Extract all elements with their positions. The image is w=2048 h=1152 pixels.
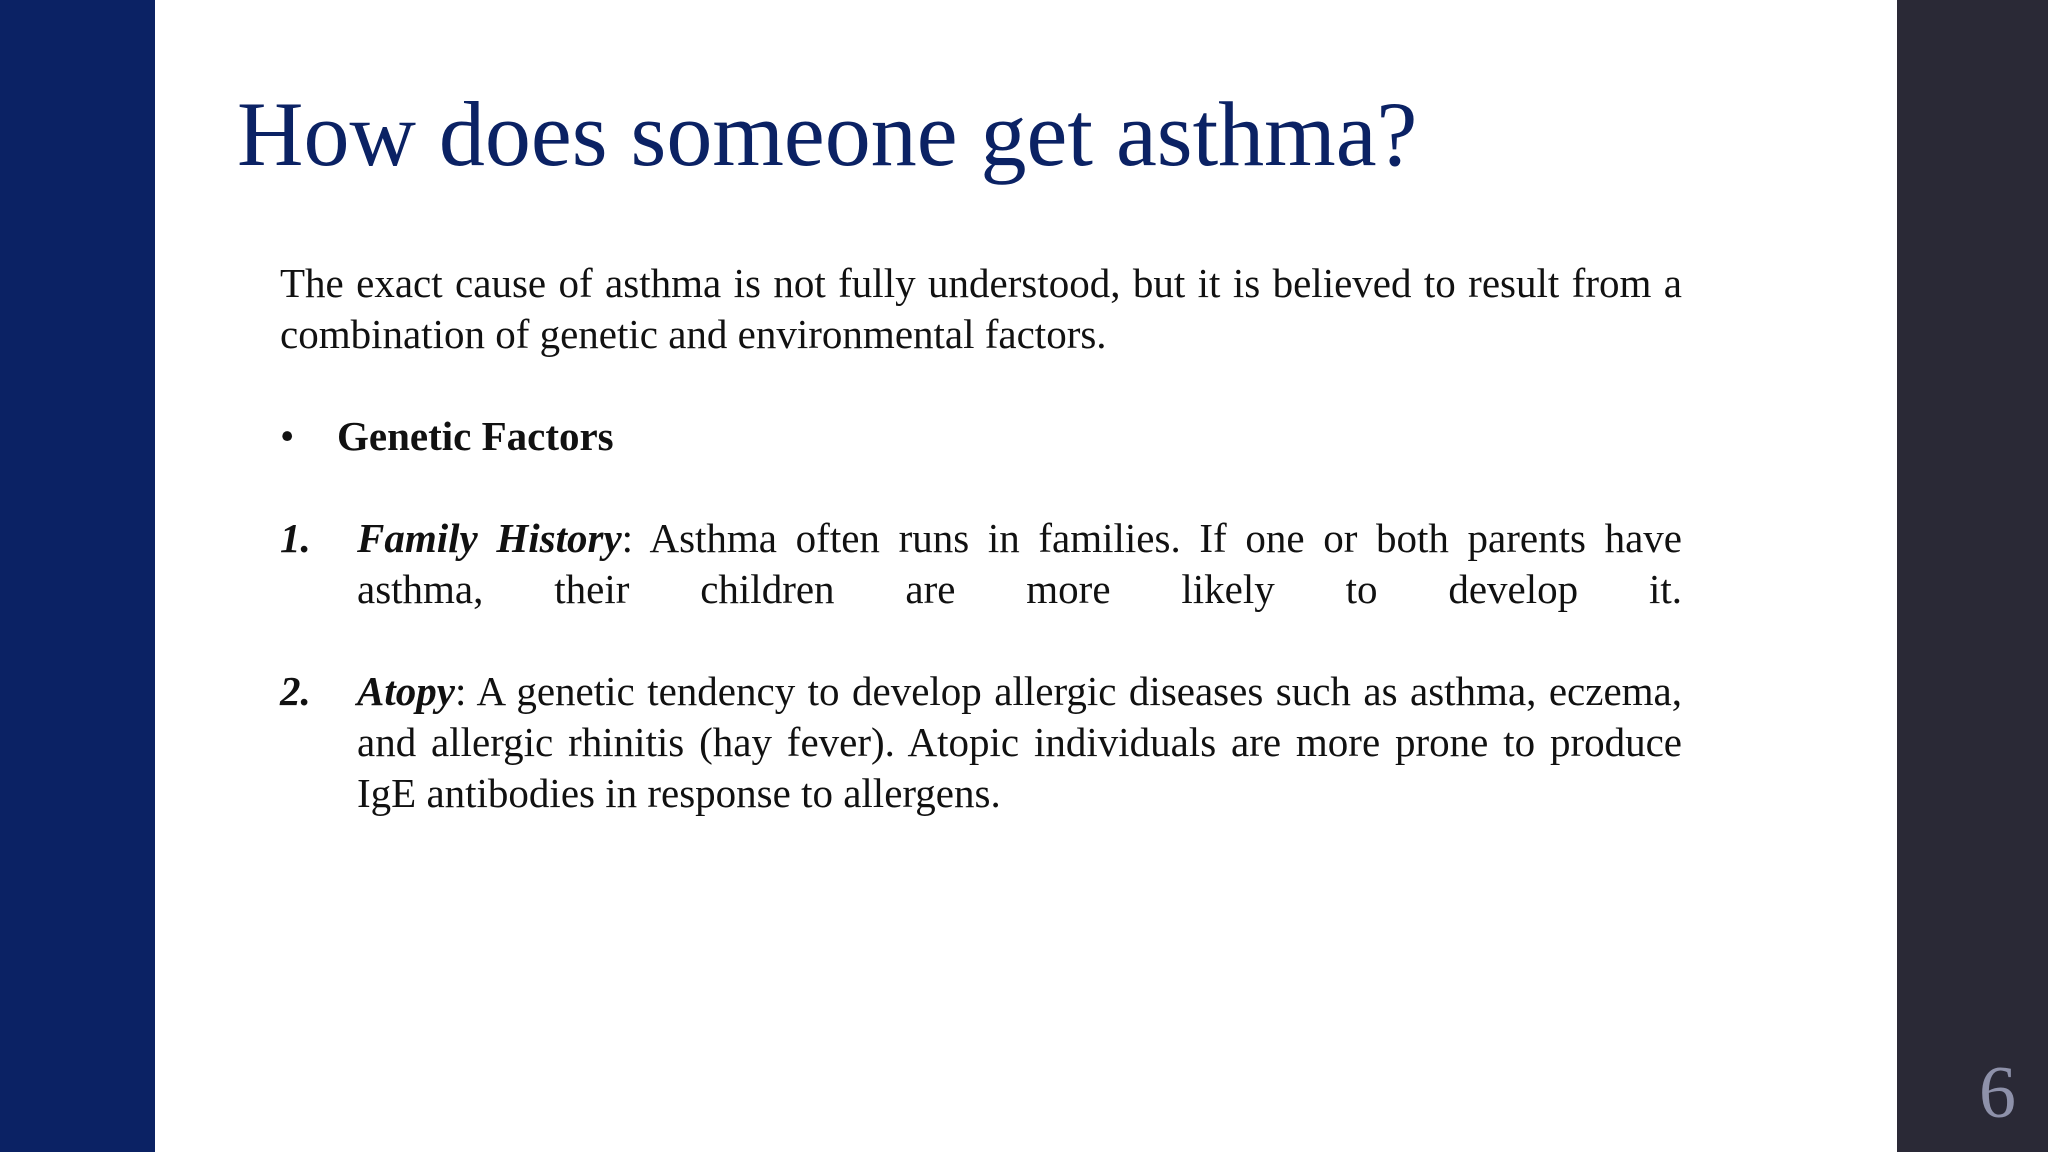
list-item-text: : A genetic tendency to develop allergic diseases such as asthma, eczema, and allergic rhinitis (hay fever). Atopic individuals are more prone to produce IgE antibodies in response to allergens. xyxy=(357,668,1682,816)
list-item-body xyxy=(357,513,1682,615)
bullet-label: Genetic Factors xyxy=(337,413,614,459)
slide-title: How does someone get asthma? xyxy=(237,83,1418,185)
list-item-body xyxy=(357,666,1682,819)
left-accent-bar xyxy=(0,0,155,1152)
slide-content xyxy=(280,258,1682,819)
intro-paragraph: The exact cause of asthma is not fully understood, but it is believed to result from a combination of genetic and environmental factors. xyxy=(280,260,1682,357)
list-item-atopy xyxy=(280,666,1682,819)
list-item-number: 2. xyxy=(280,668,311,714)
page-number: 6 xyxy=(1979,1052,2016,1134)
bullet-icon: • xyxy=(280,413,295,459)
list-item-number: 1. xyxy=(280,515,311,561)
list-item-text: : Asthma often runs in families. If one or both parents have asthma, their children are more likely to develop it. xyxy=(357,515,1683,612)
list-item-term: Family History xyxy=(357,515,622,561)
list-item-term: Atopy xyxy=(357,668,455,714)
right-accent-bar xyxy=(1897,0,2048,1152)
bullet-genetic-factors xyxy=(280,411,1682,462)
list-item-family-history xyxy=(280,513,1682,615)
